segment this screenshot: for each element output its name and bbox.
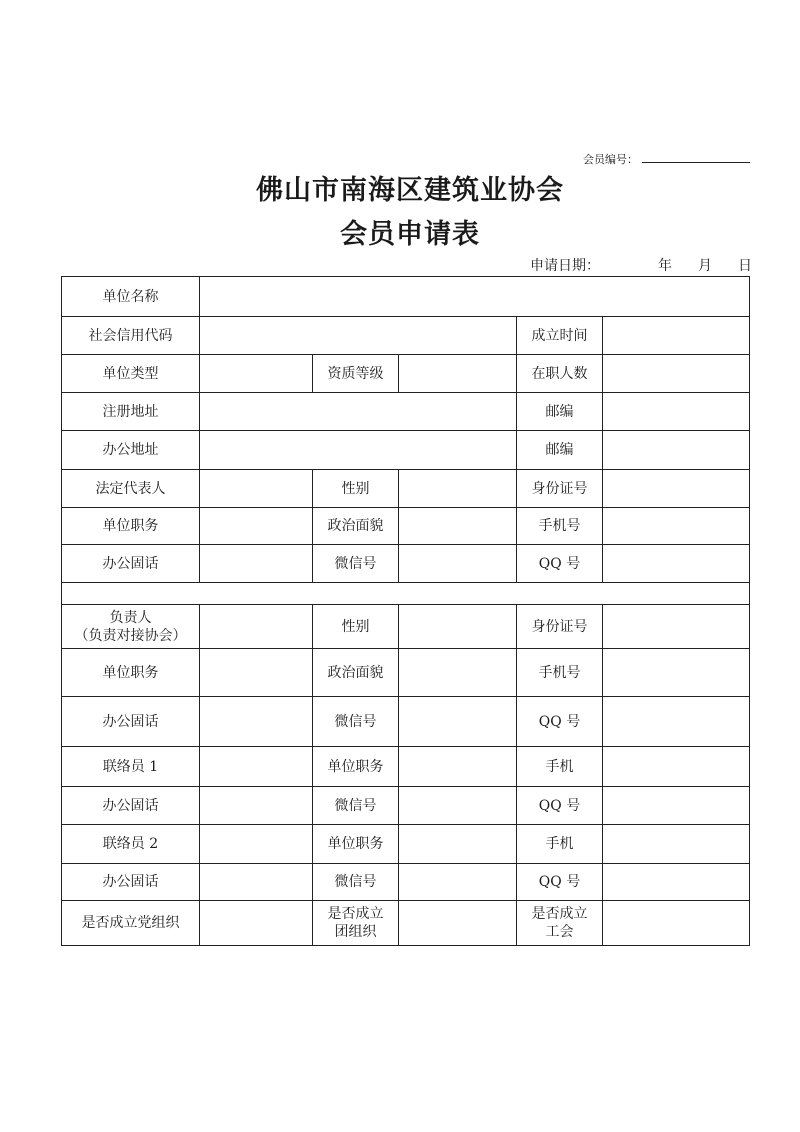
row-contact1 [62,747,750,787]
member-number-field [583,151,750,167]
value-resp-wechat[interactable] [399,697,517,747]
value-established[interactable] [603,317,750,355]
value-contact2[interactable] [200,825,313,864]
row-unit-name [62,277,750,317]
label-established: 成立时间 [517,317,603,355]
row-office-address [62,431,750,470]
label-staff-count: 在职人数 [517,355,603,393]
label-contact2-mobile: 手机 [517,825,603,864]
value-legal-qq[interactable] [603,545,750,583]
member-number-blank[interactable] [642,152,750,163]
label-union-line2: 工会 [545,924,574,940]
value-legal-id[interactable] [603,470,750,508]
value-qualification[interactable] [399,355,517,393]
label-league-org [313,901,399,946]
label-office-address: 办公地址 [62,431,200,470]
value-unit-type[interactable] [200,355,313,393]
row-contact2 [62,825,750,864]
label-contact1-mobile: 手机 [517,747,603,787]
label-legal-position: 单位职务 [62,508,200,545]
label-legal-wechat: 微信号 [313,545,399,583]
apply-month: 月 [698,258,712,274]
value-contact2-phone[interactable] [200,864,313,901]
label-resp-id: 身份证号 [517,605,603,649]
value-resp-gender[interactable] [399,605,517,649]
row-separator [62,583,750,605]
label-contact2: 联络员 2 [62,825,200,864]
document-subtitle: 会员申请表 [340,219,480,250]
value-office-postcode[interactable] [603,431,750,470]
value-resp-position[interactable] [200,649,313,697]
label-legal-phone: 办公固话 [62,545,200,583]
label-reg-address: 注册地址 [62,393,200,431]
label-contact1-phone: 办公固话 [62,787,200,825]
label-legal-qq: QQ 号 [517,545,603,583]
member-number-label: 会员编号： [583,153,638,166]
label-responsible-line2: （负责对接协会） [74,627,187,644]
value-legal-wechat[interactable] [399,545,517,583]
row-contact2-phone [62,864,750,901]
value-contact2-qq[interactable] [603,864,750,901]
apply-year: 年 [658,258,672,274]
value-union[interactable] [603,901,750,946]
value-contact2-position[interactable] [399,825,517,864]
value-reg-postcode[interactable] [603,393,750,431]
label-legal-political: 政治面貌 [313,508,399,545]
label-legal-rep: 法定代表人 [62,470,200,508]
label-contact1-qq: QQ 号 [517,787,603,825]
value-resp-political[interactable] [399,649,517,697]
value-league-org[interactable] [399,901,517,946]
label-contact1: 联络员 1 [62,747,200,787]
row-contact1-phone [62,787,750,825]
label-union-line1: 是否成立 [531,906,588,922]
label-contact2-position: 单位职务 [313,825,399,864]
row-resp-position [62,649,750,697]
label-contact1-wechat: 微信号 [313,787,399,825]
label-contact2-qq: QQ 号 [517,864,603,901]
label-party-org: 是否成立党组织 [62,901,200,946]
value-resp-id[interactable] [603,605,750,649]
label-contact2-phone: 办公固话 [62,864,200,901]
label-resp-qq: QQ 号 [517,697,603,747]
apply-date-label: 申请日期： [530,258,600,274]
value-legal-gender[interactable] [399,470,517,508]
row-reg-address [62,393,750,431]
row-legal-position [62,508,750,545]
value-unit-name[interactable] [200,277,750,317]
row-responsible [62,605,750,649]
label-qualification: 资质等级 [313,355,399,393]
value-legal-mobile[interactable] [603,508,750,545]
label-legal-gender: 性别 [313,470,399,508]
row-unit-type [62,355,750,393]
label-unit-name: 单位名称 [62,277,200,317]
separator-cell [62,583,750,605]
label-office-postcode: 邮编 [517,431,603,470]
value-contact1-mobile[interactable] [603,747,750,787]
label-resp-wechat: 微信号 [313,697,399,747]
label-responsible [62,605,200,649]
value-resp-mobile[interactable] [603,649,750,697]
value-party-org[interactable] [200,901,313,946]
value-office-address[interactable] [200,431,517,470]
row-resp-phone [62,697,750,747]
label-resp-phone: 办公固话 [62,697,200,747]
application-form-table [61,276,750,946]
label-league-line1: 是否成立 [327,906,384,922]
value-contact1-qq[interactable] [603,787,750,825]
value-legal-rep[interactable] [200,470,313,508]
label-credit-code: 社会信用代码 [62,317,200,355]
label-reg-postcode: 邮编 [517,393,603,431]
value-contact1-phone[interactable] [200,787,313,825]
value-responsible[interactable] [200,605,313,649]
document-title: 佛山市南海区建筑业协会 [256,175,564,206]
apply-day: 日 [738,258,752,274]
label-unit-type: 单位类型 [62,355,200,393]
label-legal-id: 身份证号 [517,470,603,508]
value-resp-phone[interactable] [200,697,313,747]
row-legal-phone [62,545,750,583]
value-contact1[interactable] [200,747,313,787]
apply-date [530,255,752,275]
label-resp-position: 单位职务 [62,649,200,697]
label-resp-political: 政治面貌 [313,649,399,697]
value-legal-political[interactable] [399,508,517,545]
value-contact2-wechat[interactable] [399,864,517,901]
value-credit-code[interactable] [200,317,517,355]
value-contact1-position[interactable] [399,747,517,787]
label-legal-mobile: 手机号 [517,508,603,545]
label-resp-mobile: 手机号 [517,649,603,697]
value-reg-address[interactable] [200,393,517,431]
value-legal-phone[interactable] [200,545,313,583]
value-resp-qq[interactable] [603,697,750,747]
value-contact2-mobile[interactable] [603,825,750,864]
label-contact1-position: 单位职务 [313,747,399,787]
label-league-line2: 团组织 [334,924,377,940]
label-resp-gender: 性别 [313,605,399,649]
row-organizations [62,901,750,946]
value-contact1-wechat[interactable] [399,787,517,825]
label-union [517,901,603,946]
label-contact2-wechat: 微信号 [313,864,399,901]
value-legal-position[interactable] [200,508,313,545]
row-credit-code [62,317,750,355]
value-staff-count[interactable] [603,355,750,393]
row-legal-rep [62,470,750,508]
label-responsible-line1: 负责人 [109,609,152,626]
